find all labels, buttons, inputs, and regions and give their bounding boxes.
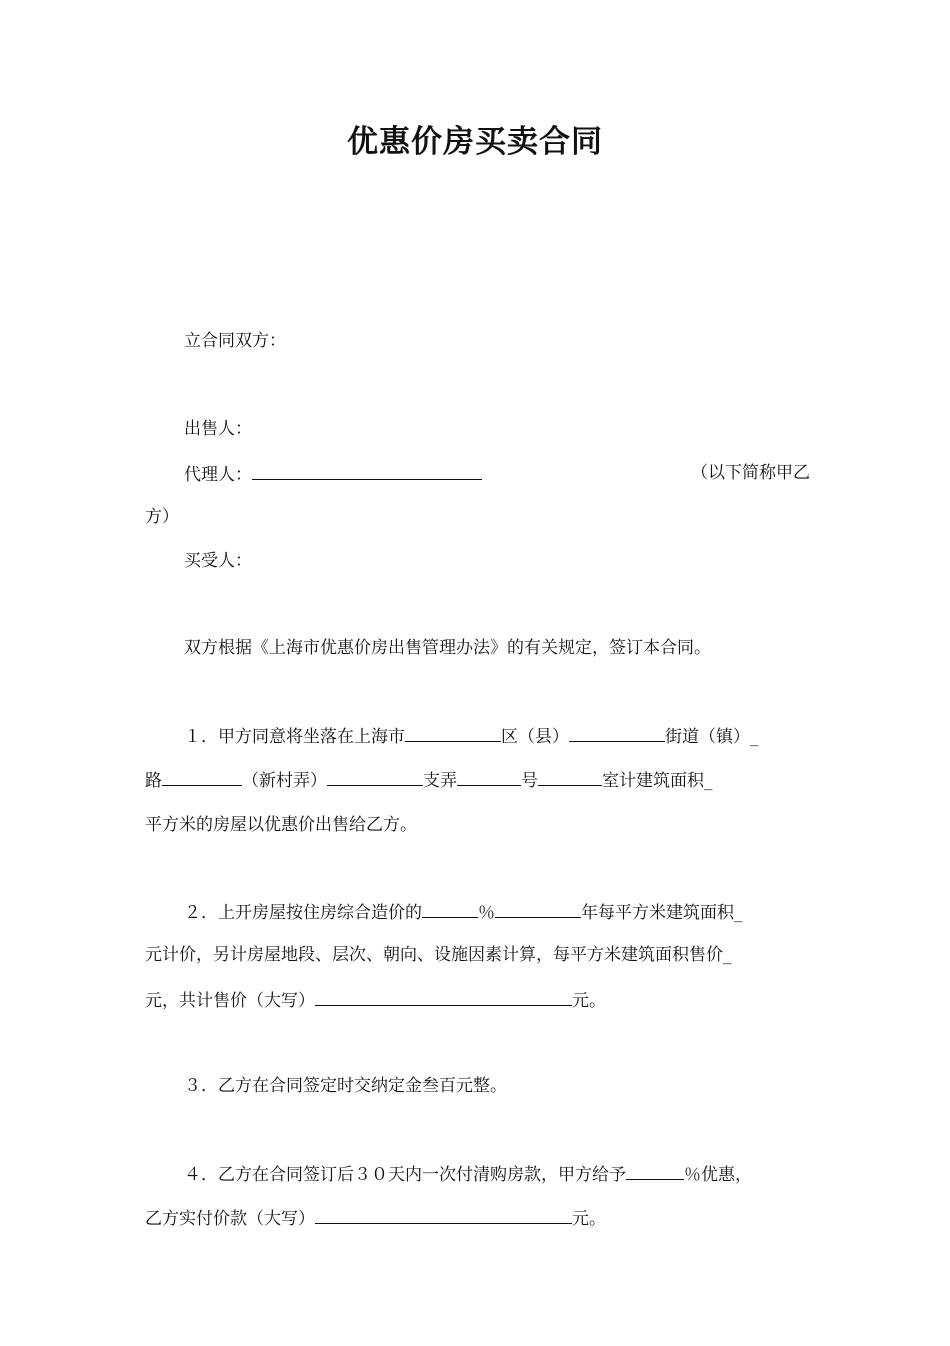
clause-4-text-c: 乙方实付价款（大写） bbox=[145, 1209, 315, 1229]
clause-1-line-3: 平方米的房屋以优惠价出售给乙方。 bbox=[145, 815, 417, 835]
basis-paragraph: 双方根据《上海市优惠价房出售管理办法》的有关规定，签订本合同。 bbox=[184, 638, 711, 658]
agent-blank[interactable] bbox=[252, 460, 482, 480]
sublane-blank[interactable] bbox=[457, 766, 521, 786]
clause-2-line-1 bbox=[184, 898, 810, 926]
clause-1-text-h: 室计建筑面积_ bbox=[602, 771, 713, 791]
paid-amount-blank[interactable] bbox=[315, 1204, 572, 1224]
clause-2-line-2: 元计价，另计房屋地段、层次、朝向、设施因素计算，每平方米建筑面积售价_ bbox=[145, 945, 732, 965]
clause-1-text-b: 区（县） bbox=[501, 727, 569, 747]
total-price-blank[interactable] bbox=[315, 986, 572, 1006]
clause-3: ３．乙方在合同签定时交纳定金叁百元整。 bbox=[184, 1076, 507, 1096]
buyer-line: 买受人： bbox=[184, 551, 252, 571]
street-blank[interactable] bbox=[569, 722, 665, 742]
lane-blank[interactable] bbox=[327, 766, 423, 786]
agent-line bbox=[184, 460, 810, 488]
discount-blank[interactable] bbox=[626, 1160, 684, 1180]
clause-4-text-a: ４．乙方在合同签订后３０天内一次付清购房款，甲方给予 bbox=[184, 1165, 626, 1185]
clause-2-line-3 bbox=[145, 986, 810, 1014]
clause-1-text-e: （新村弄） bbox=[242, 771, 327, 791]
road-blank[interactable] bbox=[162, 766, 242, 786]
clause-1-text-c: 街道（镇）_ bbox=[665, 727, 759, 747]
clause-1-line-1 bbox=[184, 722, 810, 750]
clause-1-text-a: １．甲方同意将坐落在上海市 bbox=[184, 727, 405, 747]
clause-1-text-d: 路 bbox=[145, 771, 162, 791]
clause-1-line-2 bbox=[145, 766, 810, 794]
district-blank[interactable] bbox=[405, 722, 501, 742]
seller-line: 出售人： bbox=[184, 419, 252, 439]
clause-4-line-1 bbox=[184, 1160, 810, 1188]
clause-4-line-2 bbox=[145, 1204, 810, 1232]
clause-2-text-f: 元。 bbox=[572, 991, 606, 1011]
clause-1-text-g: 号 bbox=[521, 771, 538, 791]
year-blank[interactable] bbox=[495, 898, 581, 918]
agent-label: 代理人： bbox=[184, 465, 252, 485]
parties-heading: 立合同双方： bbox=[184, 331, 286, 351]
clause-2-text-b: ％ bbox=[478, 903, 495, 923]
contract-title: 优惠价房买卖合同 bbox=[347, 124, 603, 160]
clause-4-text-d: 元。 bbox=[572, 1209, 606, 1229]
clause-2-text-a: ２．上开房屋按住房综合造价的 bbox=[184, 903, 422, 923]
room-blank[interactable] bbox=[538, 766, 602, 786]
clause-4-text-b: ％优惠， bbox=[684, 1165, 752, 1185]
clause-2-text-c: 年每平方米建筑面积_ bbox=[581, 903, 743, 923]
abbrev-note-wrap: 方） bbox=[145, 507, 179, 527]
abbrev-note: （以下简称甲乙 bbox=[691, 463, 810, 483]
percent-blank[interactable] bbox=[422, 898, 478, 918]
clause-1-text-f: 支弄 bbox=[423, 771, 457, 791]
clause-2-text-e: 元，共计售价（大写） bbox=[145, 991, 315, 1011]
